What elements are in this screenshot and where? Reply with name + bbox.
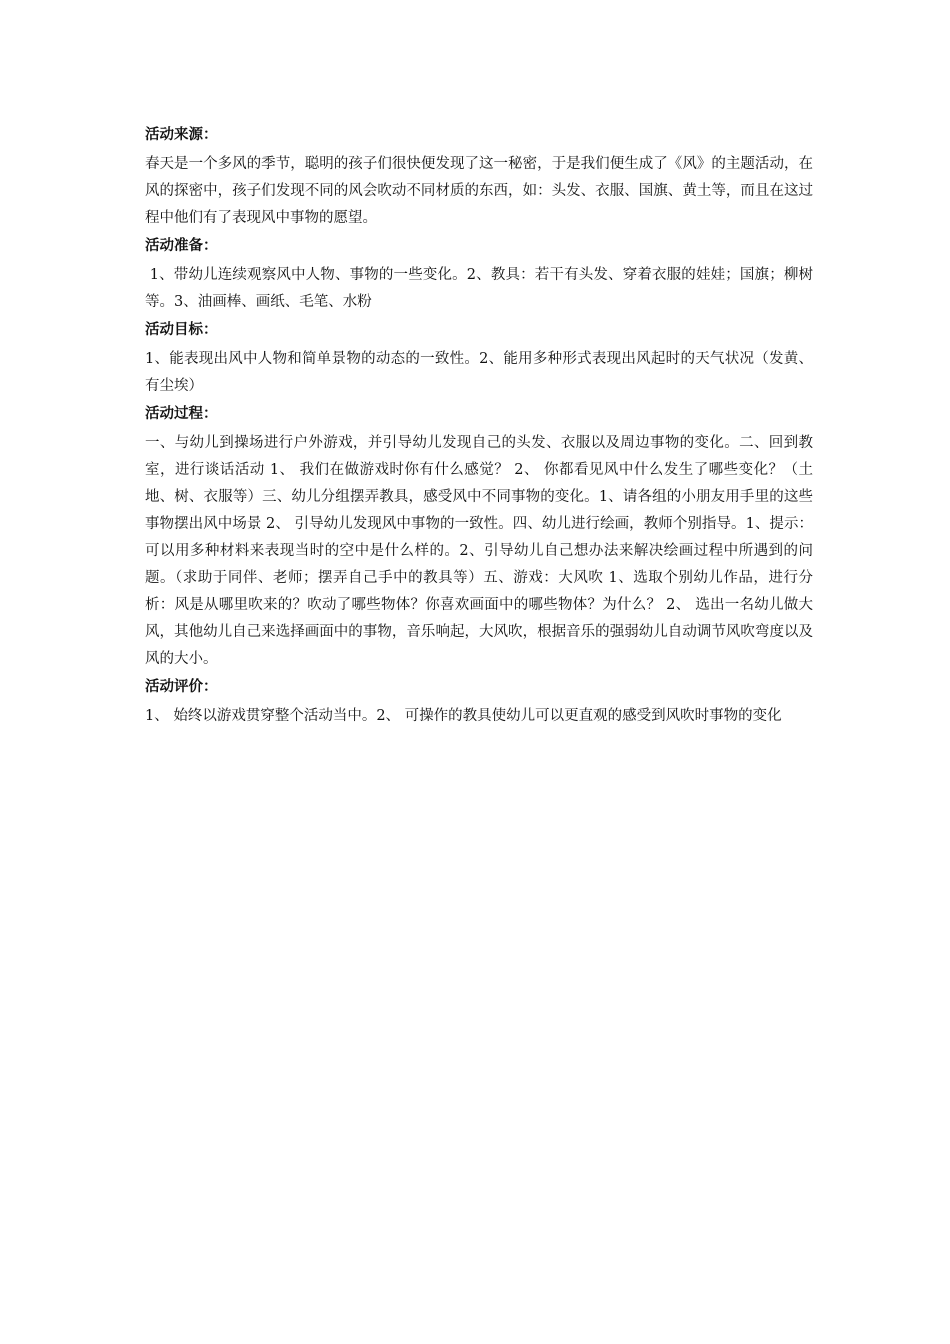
section-body: 春天是一个多风的季节，聪明的孩子们很快便发现了这一秘密，于是我们便生成了《风》的主题活动，在风的探密中，孩子们发现不同的风会吹动不同材质的东西，如：头发、衣服、国旗、黄土等，而且在这过程中他们有了表现风中事物的愿望。 [145,156,813,226]
section-source [145,124,813,232]
section-goals [145,319,813,400]
section-body: 一、与幼儿到操场进行户外游戏，并引导幼儿发现自己的头发、衣服以及周边事物的变化。二、回到教室，进行谈话活动 1、 我们在做游戏时你有什么感觉？ 2、 你都看见风中什么发生了哪些变化？（土地、树、衣服等）三、幼儿分组摆弄教具，感受风中不同事物的变化。1、请各组的小朋友用手里的这些事物摆出风中场景 2、 引导幼儿发现风中事物的一致性。四、幼儿进行绘画，教师个别指导。1、提示：可以用多种材料来表现当时的空中是什么样的。2、引导幼儿自己想办法来解决绘画过程中所遇到的问题。（求助于同伴、老师；摆弄自己手中的教具等）五、游戏：大风吹 1、选取个别幼儿作品，进行分析：风是从哪里吹来的？吹动了哪些物体？你喜欢画面中的哪些物体？为什么？ 2、 选出一名幼儿做大风，其他幼儿自己来选择画面中的事物，音乐响起，大风吹，根据音乐的强弱幼儿自动调节风吹弯度以及风的大小。 [145,435,813,667]
section-evaluation [145,676,813,730]
section-heading: 活动评价： [145,679,218,695]
section-heading: 活动准备： [145,238,218,254]
section-heading: 活动来源： [145,127,218,143]
section-preparation [145,235,813,316]
section-heading: 活动过程： [145,406,218,422]
section-body: 1、能表现出风中人物和简单景物的动态的一致性。2、能用多种形式表现出风起时的天气状况（发黄、有尘埃） [145,351,813,394]
section-body: 1、带幼儿连续观察风中人物、事物的一些变化。2、教具：若干有头发、穿着衣服的娃娃；国旗；柳树等。3、油画棒、画纸、毛笔、水粉 [145,267,813,310]
document-page [145,124,813,733]
section-heading: 活动目标： [145,322,218,338]
section-process [145,403,813,673]
section-body: 1、 始终以游戏贯穿整个活动当中。2、 可操作的教具使幼儿可以更直观的感受到风吹时事物的变化 [145,708,782,724]
